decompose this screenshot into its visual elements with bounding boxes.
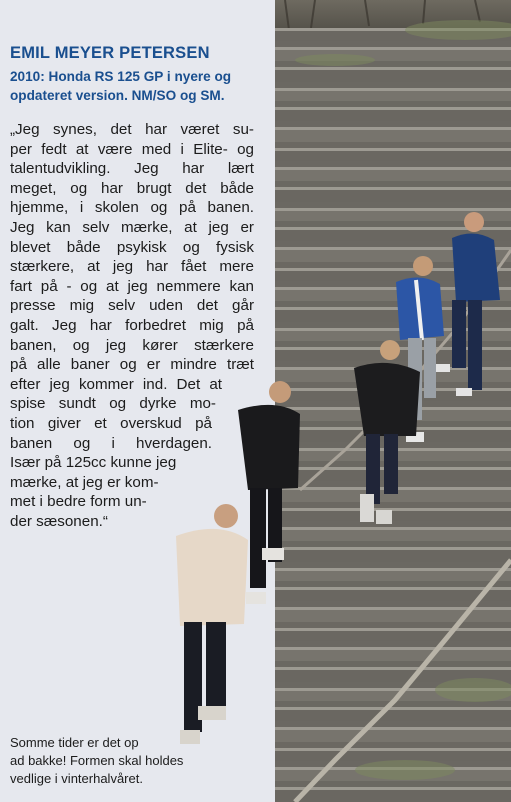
stair-edge [275, 187, 511, 190]
stair-edge [275, 127, 511, 130]
quote-line: tion giver et overskud på [10, 414, 212, 432]
quote-line: fart på - og at jeg nemmere kan [10, 277, 254, 295]
rider-name: EMIL MEYER PETERSEN [10, 44, 210, 62]
stair-edge [275, 247, 511, 250]
quote-line: meget, og har brugt det både [10, 179, 254, 197]
stair-edge [275, 647, 511, 650]
stair-edge [275, 227, 511, 230]
stair-edge [275, 88, 511, 91]
stair-edge [275, 307, 511, 310]
quote-line: met i bedre form un- [10, 493, 147, 511]
stair-edge [275, 487, 511, 490]
quote-line: „Jeg synes, det har været su- [10, 121, 254, 138]
quote-line: banen, og jeg kører stærkere [10, 336, 254, 354]
quote-line: blevet både psykisk og fysisk [10, 238, 254, 256]
stair-edge [275, 107, 511, 110]
stair-edge [275, 427, 511, 430]
quote-line: presse mig selv uden det går [10, 297, 254, 315]
stair-edge [275, 448, 511, 451]
quote-line: stærkere, at jeg har fået mere [10, 258, 254, 276]
subtitle-line: opdateret version. NM/SO og SM. [10, 88, 225, 103]
photo-caption [10, 734, 270, 788]
stair-edge [275, 287, 511, 290]
quote-line: der sæsonen.“ [10, 512, 108, 530]
stair-edge [275, 208, 511, 211]
stair-edge [275, 367, 511, 370]
quote-line: banen og i hverdagen. [10, 434, 212, 452]
stair-edge [275, 67, 511, 70]
stair-edge [275, 268, 511, 271]
quote-line: på alle baner og er mindre træt [10, 356, 254, 374]
stair-edge [275, 607, 511, 610]
quote-line: spise sundt og dyrke mo- [10, 395, 216, 413]
stair-edge [275, 707, 511, 710]
stair-edge [275, 667, 511, 670]
rider-subtitle [10, 67, 272, 105]
stair-edge [275, 727, 511, 730]
quote-line: hjemme, i skolen og på banen. [10, 199, 254, 217]
stair-edge [275, 547, 511, 550]
stair-edge [275, 148, 511, 151]
stair-edge [275, 388, 511, 391]
quote-line: Især på 125cc kunne jeg [10, 454, 177, 472]
stair-edge [275, 167, 511, 170]
stair-edge [275, 508, 511, 511]
stair-edge [275, 628, 511, 631]
stair-edge [275, 347, 511, 350]
stair-edge [275, 47, 511, 50]
quote-text [10, 120, 254, 531]
quote-line: talentudvikling. Jeg har lært [10, 160, 254, 178]
subtitle-line: 2010: Honda RS 125 GP i nyere og [10, 69, 232, 84]
quote-line: mærke, at jeg er kom- [10, 473, 159, 491]
stair-edge [275, 407, 511, 410]
caption-line: vedlige i vinterhalvåret. [10, 771, 143, 786]
stair-edge [275, 467, 511, 470]
stairs-photo [275, 0, 511, 802]
quote-line: per fedt at være med i Elite- og [10, 140, 254, 158]
stair-edge [275, 748, 511, 751]
caption-line: ad bakke! Formen skal holdes [10, 753, 184, 768]
caption-line: Somme tider er det op [10, 735, 139, 750]
stair-edge [275, 328, 511, 331]
stair-edge [275, 527, 511, 530]
quote-line: Jeg kan selv mærke, at jeg er [10, 218, 254, 236]
quote-line: efter jeg kommer ind. Det at [10, 375, 222, 393]
stair-edge [275, 568, 511, 571]
stairs-illustration [275, 0, 511, 802]
quote-line: galt. Jeg har forbedret mig på [10, 316, 254, 334]
stair-edge [275, 587, 511, 590]
